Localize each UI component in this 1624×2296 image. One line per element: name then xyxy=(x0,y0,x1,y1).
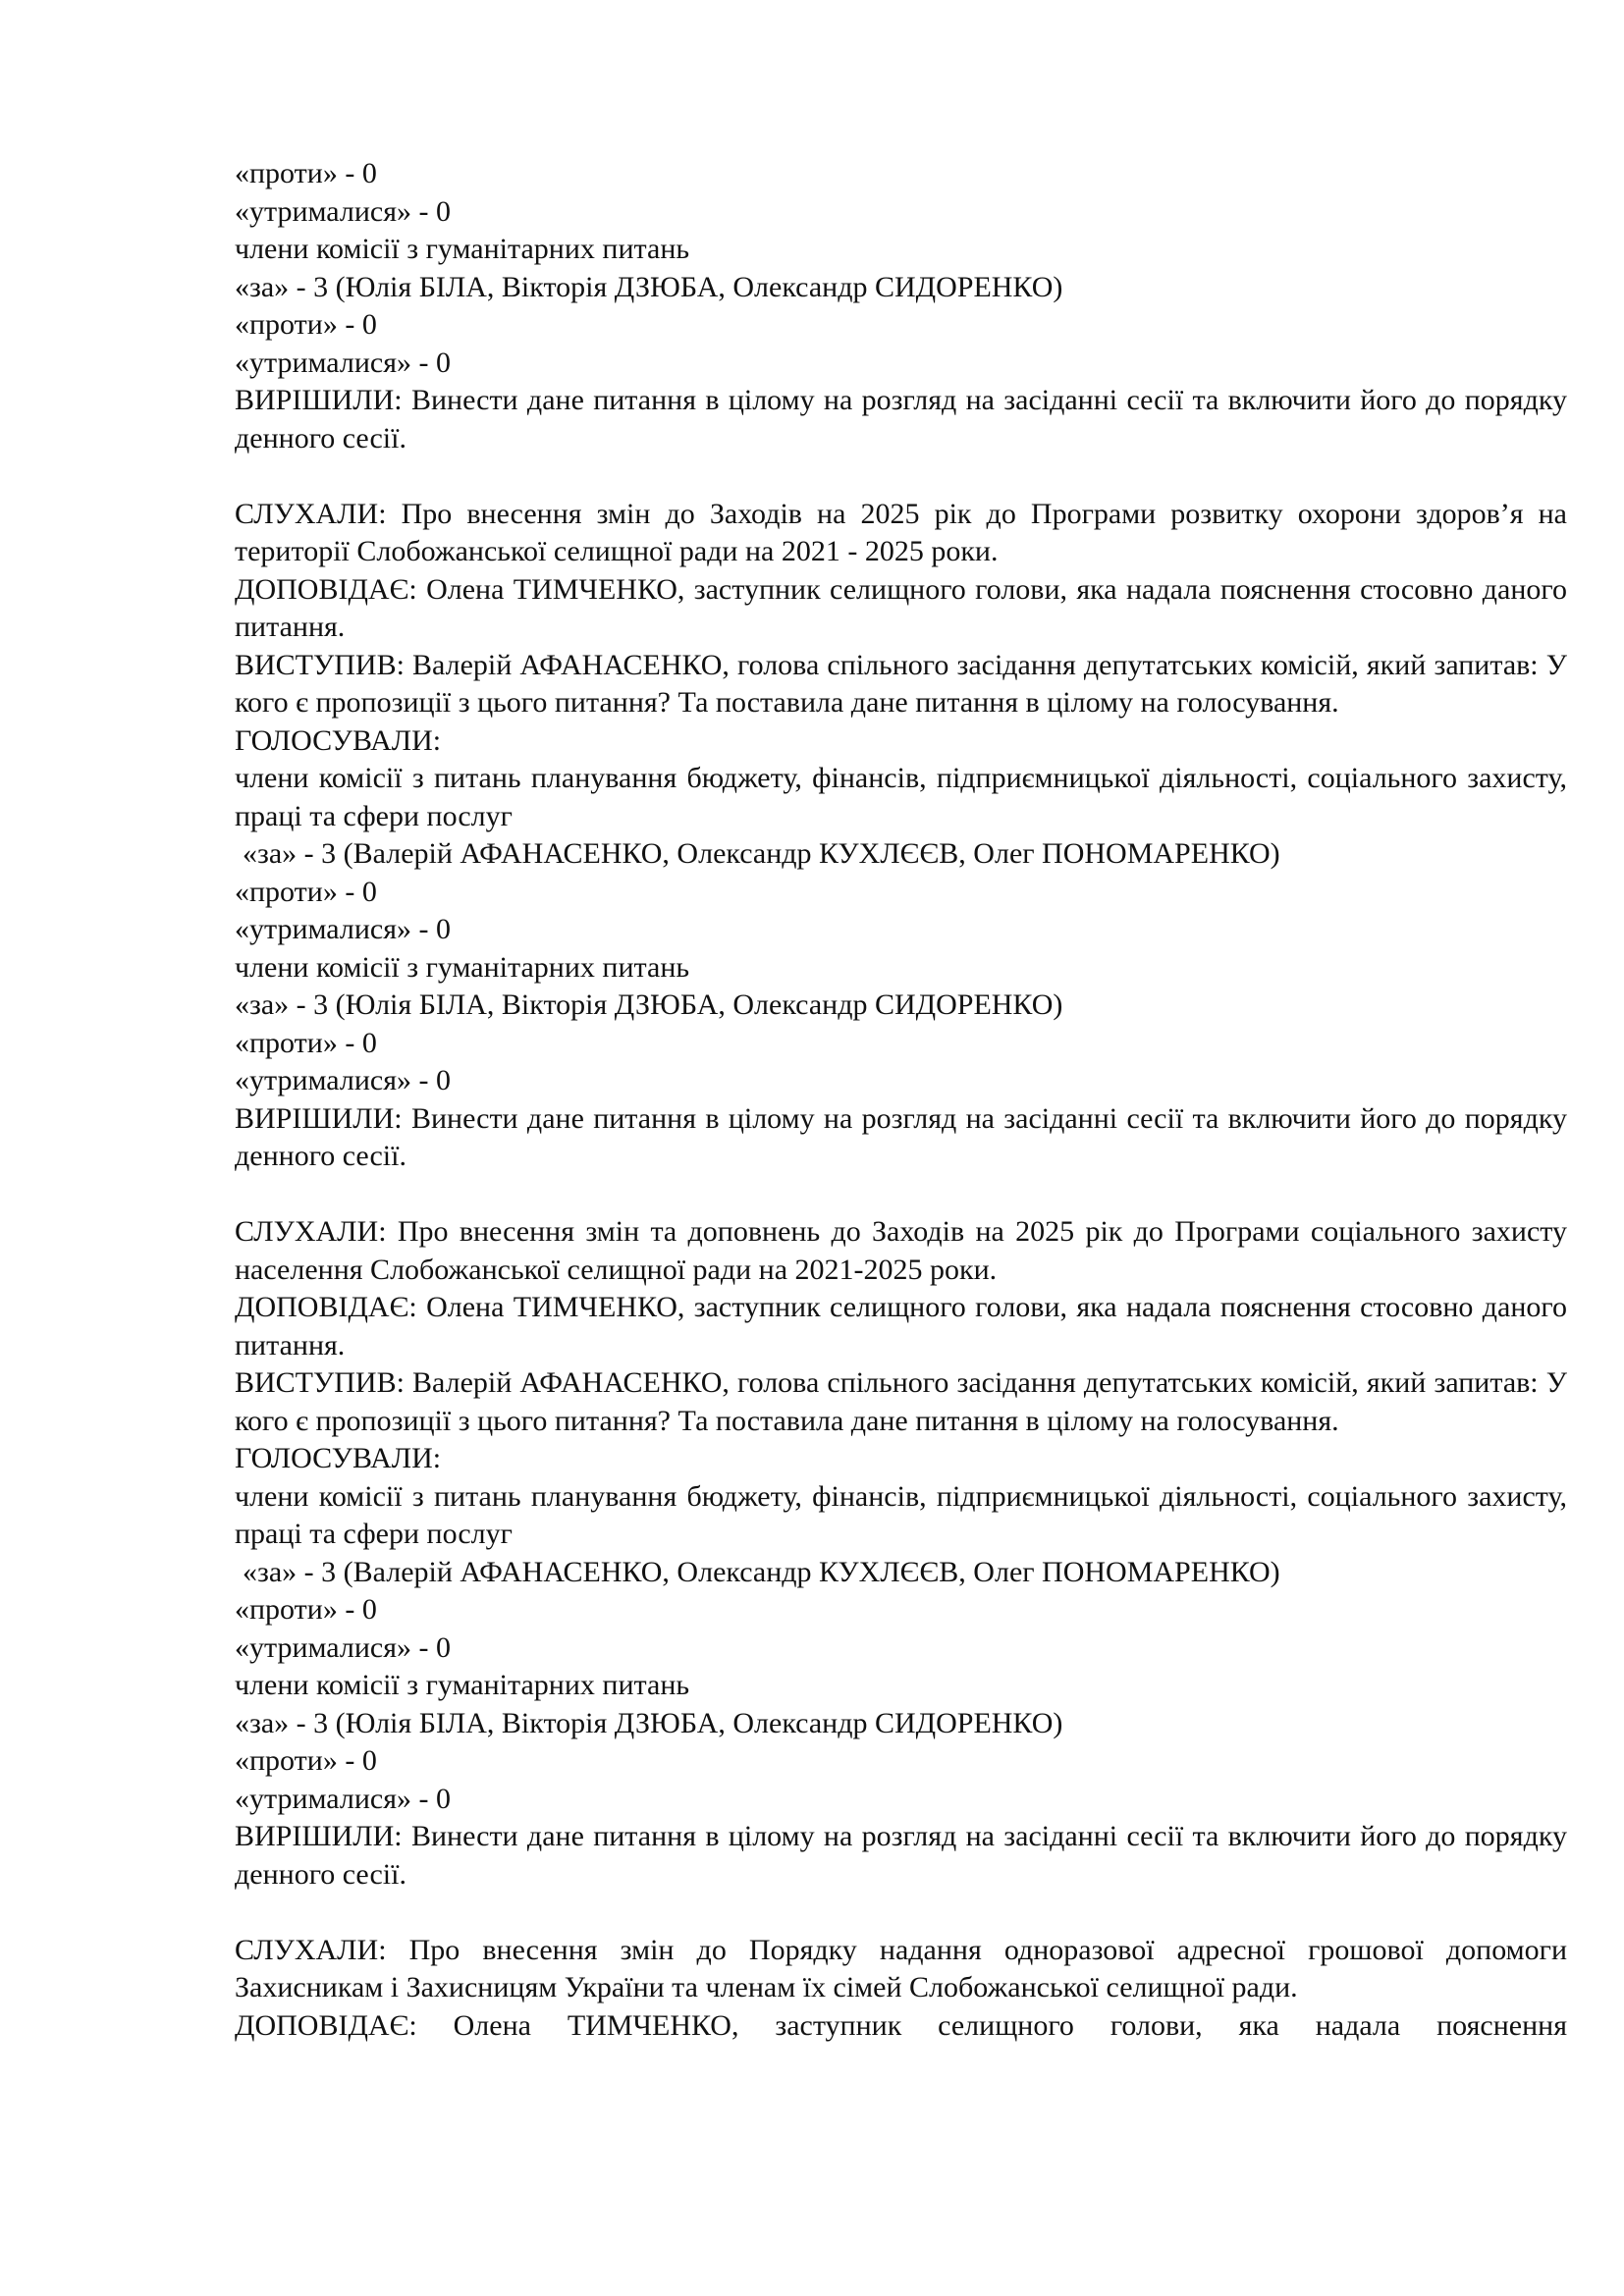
vote-for: «за» - 3 (Валерій АФАНАСЕНКО, Олександр КУХЛЄЄВ, Олег ПОНОМАРЕНКО) xyxy=(243,1555,1280,1588)
committee-humanitarian: члени комісії з гуманітарних питань xyxy=(235,950,690,984)
vote-abstained: «утрималися» - 0 xyxy=(235,1782,452,1815)
vote-abstained: «утрималися» - 0 xyxy=(235,1630,452,1664)
vote-for: «за» - 3 (Валерій АФАНАСЕНКО, Олександр КУХЛЄЄВ, Олег ПОНОМАРЕНКО) xyxy=(243,837,1280,870)
decision: ВИРІШИЛИ: Винести дане питання в цілому на розгляд на засіданні сесії та включити його до порядку денного сесії. xyxy=(235,1101,1567,1172)
speaker: ВИСТУПИВ: Валерій АФАНАСЕНКО, голова спільного засідання депутатських комісій, який запитав: У кого є пропозиції з цього питання? Та поставила дане питання в цілому на голосування. xyxy=(235,648,1567,719)
vote-against: «проти» - 0 xyxy=(235,157,377,189)
speaker: ВИСТУПИВ: Валерій АФАНАСЕНКО, голова спільного засідання депутатських комісій, який запитав: У кого є пропозиції з цього питання? Та поставила дане питання в цілому на голосування. xyxy=(235,1366,1567,1437)
decision: ВИРІШИЛИ: Винести дане питання в цілому на розгляд на засіданні сесії та включити його до порядку денного сесії. xyxy=(235,384,1567,454)
vote-against: «проти» - 0 xyxy=(235,1026,377,1059)
committee-budget: члени комісії з питань планування бюджету, фінансів, підприємницької діяльності, соціального захисту, праці та сфери послуг xyxy=(235,1479,1567,1550)
paragraph-gap xyxy=(235,1894,1567,1932)
vote-against: «проти» - 0 xyxy=(235,1593,377,1626)
vote-against: «проти» - 0 xyxy=(235,308,377,341)
committee-humanitarian: члени комісії з гуманітарних питань xyxy=(235,1669,690,1701)
paragraph-gap xyxy=(235,457,1567,496)
voted-heading: ГОЛОСУВАЛИ: xyxy=(235,1442,442,1474)
voted-heading: ГОЛОСУВАЛИ: xyxy=(235,723,442,757)
vote-abstained: «утрималися» - 0 xyxy=(235,1064,452,1096)
reporter: ДОПОВІДАЄ: Олена ТИМЧЕНКО, заступник селищного голови, яка надала пояснення xyxy=(235,2008,1567,2042)
vote-against: «проти» - 0 xyxy=(235,875,377,908)
vote-for: «за» - 3 (Юлія БІЛА, Вікторія ДЗЮБА, Олександр СИДОРЕНКО) xyxy=(235,988,1063,1021)
document-page xyxy=(235,155,1567,2045)
committee-humanitarian: члени комісії з гуманітарних питань xyxy=(235,233,690,265)
vote-abstained: «утрималися» - 0 xyxy=(235,913,452,945)
committee-budget: члени комісії з питань планування бюджету, фінансів, підприємницької діяльності, соціального захисту, праці та сфери послуг xyxy=(235,762,1567,832)
vote-for: «за» - 3 (Юлія БІЛА, Вікторія ДЗЮБА, Олександр СИДОРЕНКО) xyxy=(235,270,1063,303)
heard-item: СЛУХАЛИ: Про внесення змін та доповнень до Заходів на 2025 рік до Програми соціального захисту населення Слобожанської селищної ради на 2021-2025 роки. xyxy=(235,1215,1567,1286)
vote-for: «за» - 3 (Юлія БІЛА, Вікторія ДЗЮБА, Олександр СИДОРЕНКО) xyxy=(235,1706,1063,1739)
vote-abstained: «утрималися» - 0 xyxy=(235,346,452,379)
vote-abstained: «утрималися» - 0 xyxy=(235,194,452,228)
paragraph-gap xyxy=(235,1176,1567,1214)
heard-item: СЛУХАЛИ: Про внесення змін до Заходів на 2025 рік до Програми розвитку охорони здоров’я на території Слобожанської селищної ради на 2021 - 2025 роки. xyxy=(235,497,1567,567)
reporter: ДОПОВІДАЄ: Олена ТИМЧЕНКО, заступник селищного голови, яка надала пояснення стосовно даного питання. xyxy=(235,1291,1567,1362)
decision: ВИРІШИЛИ: Винести дане питання в цілому на розгляд на засіданні сесії та включити його до порядку денного сесії. xyxy=(235,1820,1567,1891)
reporter: ДОПОВІДАЄ: Олена ТИМЧЕНКО, заступник селищного голови, яка надала пояснення стосовно даного питання. xyxy=(235,572,1567,643)
vote-against: «проти» - 0 xyxy=(235,1744,377,1777)
heard-item: СЛУХАЛИ: Про внесення змін до Порядку надання одноразової адресної грошової допомоги Захисникам і Захисницям України та членам їх сімей Слобожанської селищної ради. xyxy=(235,1933,1567,2003)
